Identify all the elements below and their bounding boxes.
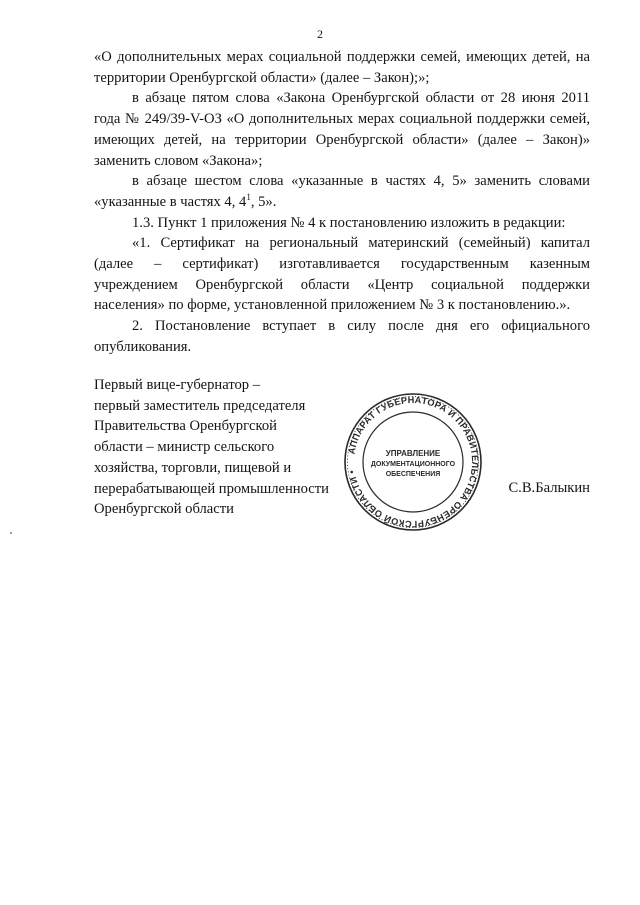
paragraph-law-reference: [94, 47, 590, 88]
paragraph-text: 1.3. Пункт 1 приложения № 4 к постановлению изложить в редакции:: [132, 214, 566, 231]
stamp-center-line-2: ДОКУМЕНТАЦИОННОГО: [370, 461, 456, 468]
signatory-position-line: первый заместитель председателя: [94, 397, 306, 414]
document-body: [94, 47, 590, 358]
paragraph-text: в абзаце пятом слова «Закона Оренбургской области от 28 июня 2011 года № 249/39-V-ОЗ «О дополнительных мерах социальной поддержки семей, имеющих детей, на территории Оренбургской области» (далее – Закон)» заменить словом «Закона»;: [94, 90, 590, 169]
paragraph-text: в абзаце шестом слова «указанные в частях 4, 5» заменить словами «указанные в частях 4, 4: [94, 173, 590, 210]
paragraph-text: 2. Постановление вступает в силу после дня его официального опубликования.: [94, 318, 590, 355]
superscript-one: 1: [246, 192, 251, 203]
stamp-ring-text: АППАРАТ ГУБЕРНАТОРА И ПРАВИТЕЛЬСТВА ОРЕНБУРГСКОЙ ОБЛАСТИ •: [346, 394, 481, 530]
paragraph-fifth-abzac: [94, 88, 590, 171]
stamp-center-line-1: УПРАВЛЕНИЕ: [385, 449, 441, 458]
paragraph-sixth-abzac: [94, 171, 590, 212]
paragraph-text-tail: , 5».: [250, 193, 277, 210]
paragraph-item-1-3: [94, 213, 590, 234]
signatory-name: С.В.Балыкин: [508, 480, 590, 496]
signatory-position-line: перерабатывающей промышленности: [94, 480, 329, 497]
signatory-position-line: Оренбургской области: [94, 501, 234, 518]
paragraph-certificate-quote: [94, 233, 590, 316]
paragraph-text: «О дополнительных мерах социальной поддержки семей, имеющих детей, на территории Оренбургской области» (далее – Закон);»;: [94, 49, 590, 86]
signatory-position-line: хозяйства, торговли, пищевой и: [94, 459, 292, 476]
signatory-position-line: области – министр сельского: [94, 439, 275, 456]
page-number: 2: [317, 27, 323, 41]
paragraph-text: «1. Сертификат на региональный материнский (семейный) капитал (далее – сертификат) изготавливается государственным казенным учреждением Оренбургской области «Центр социальной поддержки населения» по форме, установленной приложением № 3 к постановлению.».: [94, 235, 590, 314]
signatory-position-line: Первый вице-губернатор –: [94, 377, 261, 393]
paragraph-entry-into-force: [94, 316, 590, 357]
stamp-center-line-3: ОБЕСПЕЧЕНИЯ: [385, 471, 441, 478]
signatory-position-line: Правительства Оренбургской: [94, 418, 277, 435]
signatory-position: [94, 375, 354, 520]
stamp-graphic: [343, 392, 483, 532]
scan-speck: [10, 532, 12, 534]
official-stamp: [343, 392, 483, 532]
